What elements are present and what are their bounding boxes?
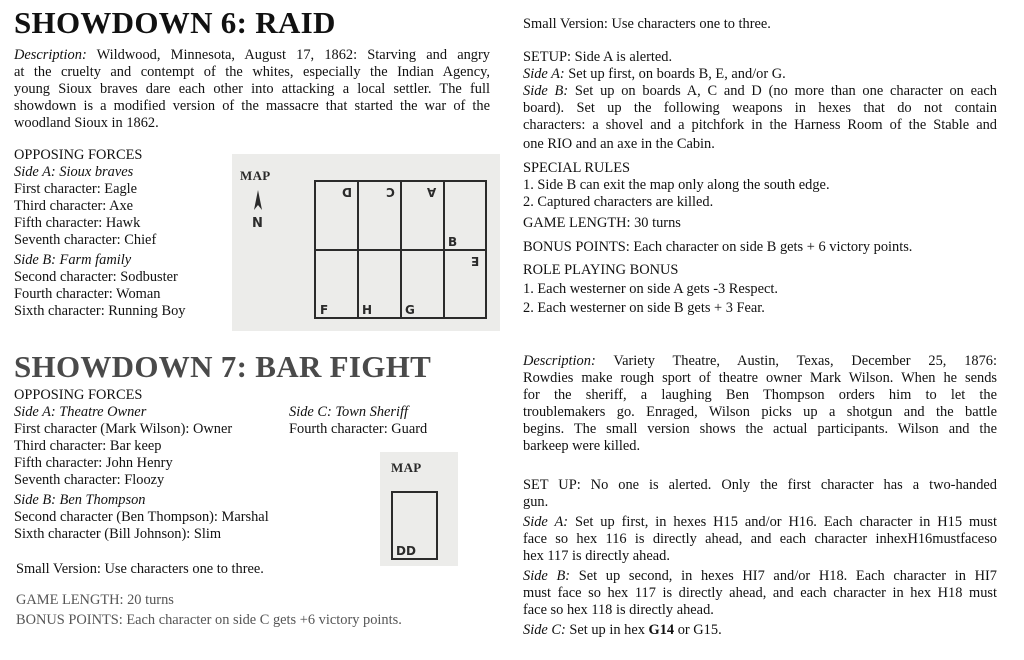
side-b-setup: one RIO and an axe in the Cabin. (523, 136, 715, 152)
side-c-hex: G14 (648, 622, 675, 638)
description-line: woodland Sioux in 1862. (14, 115, 159, 131)
character: Fifth character: Hawk (14, 215, 141, 231)
board-label: F (320, 303, 329, 317)
side-c-label: Side C: (523, 622, 566, 638)
description-line: for the sheriff, a laughing Ben Thompson orders him to let the (523, 387, 997, 403)
role-bonus: 2. Each westerner on side B gets + 3 Fear. (523, 300, 765, 316)
showdown7-title: SHOWDOWN 7: BAR FIGHT (14, 349, 432, 384)
board-label: A (427, 185, 437, 199)
side-b-setup: Set up on boards A, C and D (no more than one character on each (568, 83, 997, 99)
character: Second character: Sodbuster (14, 269, 178, 285)
north-label: N (252, 216, 263, 231)
map-label: MAP (240, 168, 271, 183)
board-grid (391, 491, 438, 560)
game-length: GAME LENGTH: 30 turns (523, 215, 681, 231)
role-playing-heading: ROLE PLAYING BONUS (523, 262, 679, 278)
character: Fifth character: John Henry (14, 455, 173, 471)
character: First character (Mark Wilson): Owner (14, 421, 233, 437)
opposing-forces-heading: OPPOSING FORCES (14, 147, 143, 163)
showdown7-small-version: Small Version: Use characters one to three. (16, 561, 264, 577)
character: Seventh character: Floozy (14, 472, 165, 488)
north-arrow-icon (251, 190, 265, 212)
side-c-setup: or G15. (674, 622, 722, 638)
board-label: D (342, 185, 352, 199)
side-b-setup: Set up second, in hexes HI7 and/or H18. Each character in HI7 (570, 568, 997, 584)
description-line: barkeep were killed. (523, 438, 641, 454)
character: Fourth character: Woman (14, 286, 161, 302)
board-label: G (405, 303, 415, 317)
side-b-label: Side B: (523, 568, 571, 584)
side-b-setup: characters: a shovel and a pitchfork in the Harness Room of the Stable and (523, 117, 997, 133)
setup-line: SET UP: No one is alerted. Only the first character has a two-handed (523, 477, 997, 493)
character: Third character: Bar keep (14, 438, 162, 454)
side-c-setup: Set up in hex (565, 622, 649, 638)
board-label: B (448, 235, 458, 249)
showdown6-forces (14, 147, 185, 320)
board-label: DD (396, 544, 416, 558)
description-line: at the cruelty and contempt of the whites, especially the Indian Agency, (14, 64, 490, 80)
character: First character: Eagle (14, 181, 138, 197)
side-c-title: Side C: Town Sheriff (289, 404, 409, 420)
special-rules-heading: SPECIAL RULES (523, 160, 631, 176)
description-label: Description: (14, 47, 87, 63)
character: Fourth character: Guard (289, 421, 428, 437)
description-line: Variety Theatre, Austin, Texas, December 25, 1876: (595, 353, 997, 369)
board-label: E (471, 254, 480, 268)
side-a-label: Side A: (523, 66, 565, 82)
showdown7-setup (523, 477, 997, 639)
description-line: Rowdies make rough sport of theatre owner Mark Wilson. When he sends (523, 370, 997, 386)
side-a-setup: hex 117 is directly ahead. (523, 548, 670, 564)
showdown7-description (523, 353, 997, 455)
board-grid (314, 180, 487, 319)
description-line: troublemakers go. Enraged, Wilson picks up a shotgun and the battle (523, 404, 997, 420)
showdown6-title: SHOWDOWN 6: RAID (14, 5, 336, 40)
role-bonus: 1. Each westerner on side A gets -3 Respect. (523, 281, 778, 297)
rule: 1. Side B can exit the map only along the south edge. (523, 177, 830, 193)
character: Third character: Axe (14, 198, 134, 214)
setup-line: gun. (523, 494, 549, 510)
description-line: begins. The small version shows the actual participants. Wilson and the (523, 421, 997, 437)
side-a-title: Side A: Sioux braves (14, 164, 134, 180)
map-label: MAP (391, 460, 422, 475)
side-a-title: Side A: Theatre Owner (14, 404, 147, 420)
side-b-setup: must face so hex 117 is directly ahead, and each character in hex H18 must (523, 585, 997, 601)
description-line: showdown is a modified version of the massacre that started the war of the (14, 98, 490, 114)
showdown7-footer (16, 592, 402, 629)
showdown7-forces (14, 387, 269, 543)
character: Seventh character: Chief (14, 232, 157, 248)
side-a-label: Side A: (523, 514, 569, 530)
side-b-setup: face so hex 118 is directly ahead. (523, 602, 714, 618)
side-a-setup: face so hex 116 is directly ahead, and each character inhexH16mustfaceso (523, 531, 997, 547)
description-label: Description: (523, 353, 596, 369)
description-line: young Sioux braves dare each other into attacking a local settler. The full (14, 81, 490, 97)
showdown6-special-rules (523, 160, 912, 317)
side-b-setup: board). Set up the following weapons in hexes that do not contain (523, 100, 997, 116)
side-b-title: Side B: Ben Thompson (14, 492, 146, 508)
showdown6-small-version: Small Version: Use characters one to three. (523, 16, 771, 32)
board-label: H (362, 303, 373, 317)
game-length: GAME LENGTH: 20 turns (16, 592, 174, 608)
side-a-setup: Set up first, in hexes H15 and/or H16. Each character in H15 must (568, 514, 997, 530)
character: Sixth character (Bill Johnson): Slim (14, 526, 222, 542)
showdown6-map (232, 154, 500, 331)
showdown7-map (380, 452, 458, 566)
showdown7-side-c (289, 404, 427, 438)
side-b-title: Side B: Farm family (14, 252, 132, 268)
board-label: C (386, 185, 395, 199)
showdown6-description (14, 47, 490, 132)
side-b-label: Side B: (523, 83, 569, 99)
character: Sixth character: Running Boy (14, 303, 186, 319)
showdown6-setup (523, 49, 997, 153)
character: Second character (Ben Thompson): Marshal (14, 509, 269, 525)
bonus-points: BONUS POINTS: Each character on side B gets + 6 victory points. (523, 239, 913, 255)
side-a-setup: Set up first, on boards B, E, and/or G. (564, 66, 786, 82)
description-line: Wildwood, Minnesota, August 17, 1862: Starving and angry (86, 47, 490, 63)
bonus-points: BONUS POINTS: Each character on side C gets +6 victory points. (16, 612, 402, 628)
rule: 2. Captured characters are killed. (523, 194, 714, 210)
opposing-forces-heading: OPPOSING FORCES (14, 387, 143, 403)
setup-line: SETUP: Side A is alerted. (523, 49, 673, 65)
